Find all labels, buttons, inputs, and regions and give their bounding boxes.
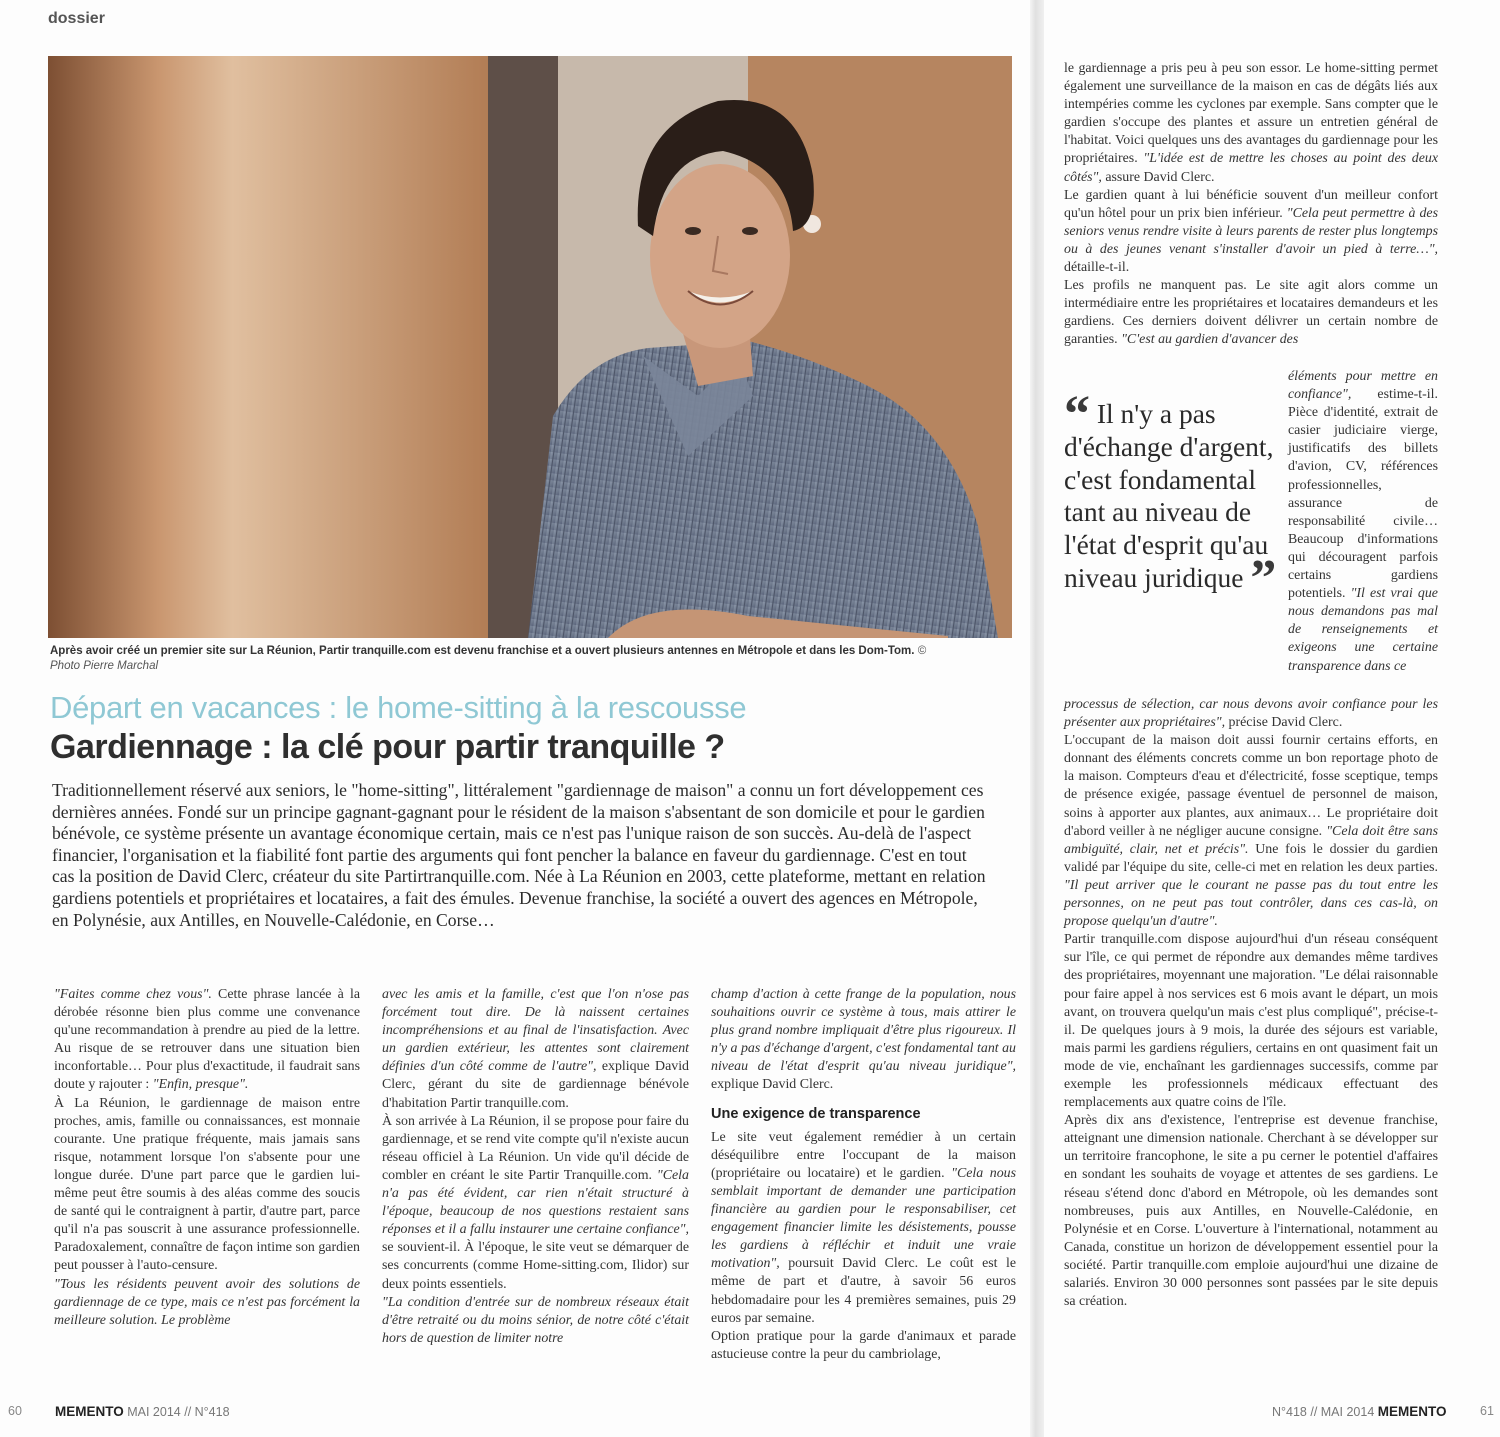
quote: "La condition d'entrée sur de nombreux réseaux était d'être retraité ou du moins sénior, de notre côté c'était hors de question de limiter notre: [382, 1294, 689, 1346]
quote: processus de sélection, car nous devons avoir confiance pour les présenter aux propriétaires",: [1064, 697, 1438, 731]
text: À son arrivée à La Réunion, il se propose pour faire du gardiennage, et se rend vite compte qu'il n'existe aucun réseau officiel à La Réunion. Un vide qu'il décide de combler en créant le site Partir Tranquille.com.: [382, 1113, 689, 1183]
footer-right: [1272, 1404, 1447, 1419]
quote: "C'est au gardien d'avancer des: [1121, 332, 1299, 348]
article-headline: Gardiennage : la clé pour partir tranquille ?: [50, 728, 725, 766]
subheading: Une exigence de transparence: [711, 1105, 921, 1122]
issue-info: MAI 2014 // N°418: [123, 1405, 230, 1419]
paragraph: Après dix ans d'existence, l'entreprise est devenue franchise, atteignant une dimension nationale. Cherchant à se développer sur un territoire francophone, le site a pu cerner le potentiel d'affaires en sondant les souhaits de voyage et attentes de ses gardiens. Le réseau s'étend donc d'abord en Métropole, où les demandes sont nombreuses, puis aux Antilles, en Nouvelle-Calédonie, en Polynésie et en Corse. L'ouverture à l'international, notamment au Canada, constitue un horizon de développement essentiel pour la société. Partir tranquille.com emploie aujourd'hui une dizaine de salariés. Environ 30 000 personnes sont passées par le site depuis sa création.: [1064, 1113, 1438, 1310]
quote: "Cela nous semblait important de demander une participation financière au gardien pour le responsabiliser, cet engagement financier limite les désistements, pousse les gardiens à réfléchir et induit une vraie motivation",: [711, 1165, 1016, 1272]
text: L'occupant de la maison doit aussi fournir certains efforts, en donnant des éléments concrets comme un bon reportage photo de la maison. Compteurs d'eau et d'électricité, fosse sceptique, temps de présence exigée, passage éventuel de personnel de maison, soins à apporter aux plantes, aux animaux… Le propriétaire doit d'abord veiller à ne négliger aucune consigne.: [1064, 733, 1438, 839]
text: Les profils ne manquent pas. Le site agit alors comme un intermédiaire entre les propriétaires et locataires demandeurs et les gardiens. Ces derniers doivent délivrer un certain nombre de garanties.: [1064, 278, 1438, 348]
article-intro: Traditionnellement réservé aux seniors, le "home-sitting", littéralement "gardiennage de maison" a connu un fort développement ces dernières années. Fondé sur un principe gagnant-gagnant pour le résident de la maison s'absentant de son domicile et pour le gardien bénévole, ce système présente un avantage économique certain, mais ce n'est pas l'unique raison de son succès. Au-delà de l'aspect financier, l'organisation et la fiabilité font partie des arguments qui font pencher la balance en faveur du gardiennage. C'est en tout cas la position de David Clerc, créateur du site Partirtranquille.com. Née à La Réunion en 2003, cette plateforme, mettant en relation gardiens potentiels et propriétaires et locataires, a fait des émules. Devenue franchise, la société a ouvert des agences en Métropole, en Polynésie, aux Antilles, en Nouvelle-Calédonie, en Corse…: [52, 780, 986, 930]
paragraph: [1064, 732, 1438, 931]
caption-text: Après avoir créé un premier site sur La Réunion, Partir tranquille.com est devenu franchise et a ouvert plusieurs antennes en Métropole et dans les Dom-Tom.: [50, 645, 915, 657]
quote: avec les amis et la famille, c'est que l'on n'ose pas forcément tout dire. De là naissent certaines incompréhensions et au final de l'insatisfaction. Avec un gardien extérieur, les attentes sont clairement définies d'un côté comme de l'autre",: [382, 987, 689, 1075]
text: explique David Clerc, gérant du site de gardiennage bénévole d'habitation Partir tranquille.com.: [382, 1059, 689, 1111]
text: assure David Clerc.: [1101, 169, 1215, 185]
text: Le gardien quant à lui bénéficie souvent d'un meilleur confort qu'un hôtel pour un prix bien inférieur.: [1064, 187, 1438, 221]
quote: "Il est vrai que nous demandons pas mal de renseignements et exigeons une certaine transparence dans ce: [1288, 586, 1438, 674]
magazine-brand: MEMENTO: [1377, 1404, 1447, 1419]
page-gutter: [1030, 0, 1044, 1437]
photo-caption: [50, 644, 950, 674]
text: Cette phrase lancée à la dérobée résonne bien plus comme une convenance qu'une recommandation à prendre au pied de la lettre. Au risque de se retrouver dans une situation bien inconfortable… Pour plus d'exactitude, il faudrait sans doute y rajouter :: [54, 987, 360, 1093]
paragraph: [711, 986, 1016, 1095]
paragraph: [1064, 277, 1438, 349]
right-column-top: [1064, 60, 1438, 350]
paragraph: [382, 986, 689, 1113]
text: explique David Clerc.: [711, 1077, 834, 1093]
paragraph: [1064, 696, 1438, 732]
right-page: [1044, 0, 1500, 1437]
article-kicker: Départ en vacances : le home-sitting à la rescousse: [50, 690, 747, 725]
close-quote-mark: ”: [1250, 549, 1277, 607]
page-number-left: 60: [8, 1404, 22, 1418]
quote: "Cela doit être sans ambiguïté, clair, net et précis".: [1064, 823, 1438, 857]
quote: "Cela peut permettre à des seniors venus rendre visite à leurs parents de rester plus longtemps ou à des jeunes venant s'installer d'avoir un pied à terre…",: [1064, 205, 1438, 257]
paragraph: Partir tranquille.com dispose aujourd'hui d'un réseau conséquent sur l'île, ce qui permet de répondre aux demandes même tardives des propriétaires, moyennant une majoration. "Le délai raisonnable pour faire appel à nos services est 6 mois avant le départ, un mois avant, on trouvera quelqu'un mais c'est plus compliqué", précise-t-il. De quelques jours à 9 mois, la durée des séjours est variable, mais parmi les gardiens réguliers, certains en ont quasiment fait un mode de vie, enchaînant les gardiennages successifs, comme par exemple les professionnels médicaux effectuant des remplacements aux quatre coins de l'île.: [1064, 932, 1438, 1111]
photo-credit: © Photo Pierre Marchal: [50, 645, 927, 672]
paragraph: [1288, 368, 1438, 676]
right-column-side: [1288, 368, 1438, 676]
quote: "Tous les résidents peuvent avoir des solutions de gardiennage de ce type, mais ce n'est pas forcément la meilleure solution. Le problème: [54, 1276, 360, 1328]
paragraph: [54, 986, 360, 1095]
paragraph: [382, 1294, 689, 1348]
text: Le site veut également remédier à un certain déséquilibre entre l'occupant de la maison (propriétaire ou locataire) et le gardien.: [711, 1129, 1016, 1181]
open-quote-mark: “: [1064, 386, 1090, 443]
pull-quote-text: Il n'y a pas d'échange d'argent, c'est fondamental tant au niveau de l'état d'esprit qu'au niveau juridique: [1064, 398, 1274, 593]
quote: "Il peut arriver que le courant ne passe pas du tout entre les personnes, on ne peut pas tout contrôler, dans ces cas-là, on propose quelqu'un d'autre".: [1064, 877, 1438, 930]
paragraph: [54, 1276, 360, 1330]
text: se souvient-il. À l'époque, le site veut se démarquer de ses concurrents (comme Home-sitting.com, Ilidor) sur deux points essentiels.: [382, 1240, 689, 1292]
magazine-brand: MEMENTO: [55, 1404, 124, 1419]
quote: "Enfin, presque".: [152, 1077, 249, 1093]
section-label: dossier: [48, 10, 105, 27]
quote: "Cela n'a pas été évident, car rien n'était structuré à l'époque, beaucoup de nos questions restaient sans réponses et il a fallu instaurer une certaine confiance",: [382, 1167, 689, 1238]
page-number-right: 61: [1480, 1404, 1494, 1418]
issue-info: N°418 // MAI 2014: [1272, 1405, 1378, 1419]
right-column-bottom: [1064, 696, 1438, 1311]
text: poursuit David Clerc. Le coût est le même de part et d'autre, à savoir 56 euros hebdomadaire pour les 4 premières semaines, puis 29 euros par semaine.: [711, 1256, 1016, 1326]
paragraph: [382, 1113, 689, 1294]
text: le gardiennage a pris peu à peu son essor. Le home-sitting permet également une surveillance de la maison en cas de dégâts liés aux intempéries comme les cyclones par exemple. Sans compter que le gardien s'occupe des plantes et assure un entretien général de l'habitat. Voici quelques uns des avantages du gardiennage pour les propriétaires.: [1064, 61, 1438, 167]
quote: éléments pour mettre en confiance",: [1288, 369, 1438, 403]
paragraph: Option pratique pour la garde d'animaux et parade astucieuse contre la peur du cambriolage,: [711, 1328, 1016, 1362]
paragraph: [711, 1129, 1016, 1328]
quote: champ d'action à cette frange de la population, nous souhaitions ouvrir ce système à tous, mais attirer le plus grand nombre impliquait d'être plus rigoureux. Il n'y a pas d'échange d'argent, c'est fondamental tant au niveau de l'état d'esprit qu'au niveau juridique",: [711, 987, 1016, 1075]
quote: "L'idée est de mettre les choses au point des deux côtés",: [1064, 151, 1438, 185]
body-column-2: [382, 986, 689, 1348]
text: détaille-t-il.: [1064, 260, 1130, 276]
paragraph: À La Réunion, le gardiennage de maison entre proches, amis, famille ou connaissances, est monnaie courante. Une pratique fréquente, mais jamais sans risque, notamment lorsque l'on s'absente pour une longue durée. D'une part parce que le gardien lui-même peut être soumis à des aléas comme des soucis de santé qui le contraignent à partir, d'autre part, parce qu'il n'a pas souscrit à une assurance professionnelle. Paradoxalement, connaître de façon intime son gardien peut pousser à l'auto-censure.: [54, 1095, 360, 1274]
body-column-3: [711, 986, 1016, 1364]
paragraph: [1064, 60, 1438, 187]
text: précise David Clerc.: [1225, 715, 1343, 731]
footer-left: [55, 1404, 230, 1419]
body-column-1: [54, 986, 360, 1330]
text: estime-t-il. Pièce d'identité, extrait de casier judiciaire vierge, justificatifs des billets d'avion, CV, références professionnelles, assurance de responsabilité civile… Beaucoup d'informations qui découragent parfois certains gardiens potentiels.: [1288, 387, 1438, 602]
paragraph: [1064, 187, 1438, 277]
pull-quote: [1064, 386, 1279, 607]
quote: "Faites comme chez vous".: [54, 987, 212, 1002]
article-photo: [48, 56, 1012, 638]
portrait-illustration: [48, 56, 1012, 638]
text: Une fois le dossier du gardien validé par l'équipe du site, celle-ci met en relation les deux parties.: [1064, 841, 1439, 875]
